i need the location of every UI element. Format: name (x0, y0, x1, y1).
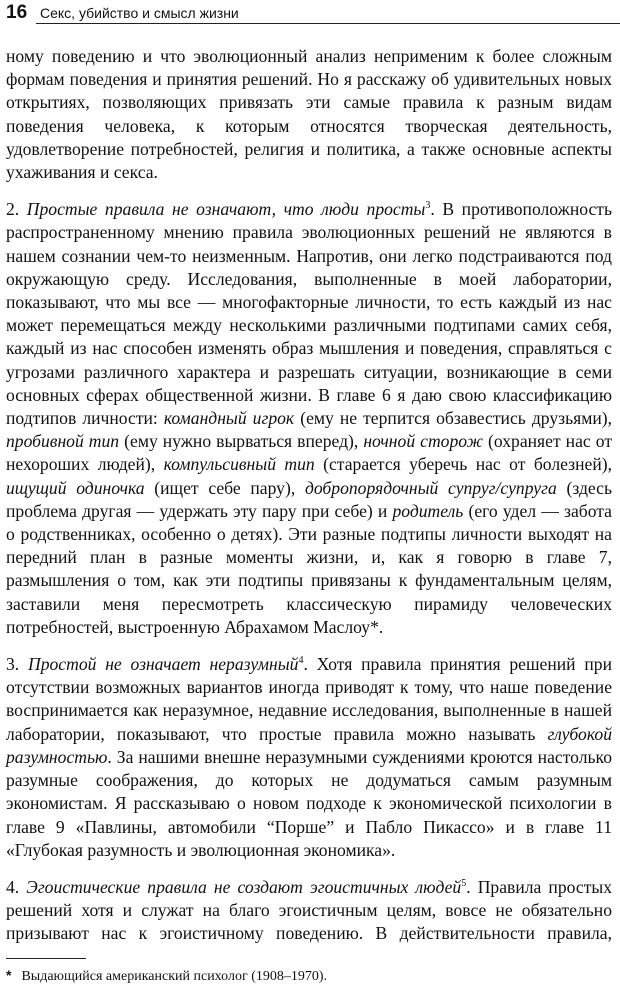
paragraph-3 (6, 653, 612, 862)
page-number: 16 (6, 2, 28, 23)
text-run: (его удел — забота о родственниках, особенно о детях). Эти разные подтипы личности выходят на передний план в разные моменты жизни, и, как я говорю в главе 7, размышления о том, как эти подтипы привязаны к фундаментальным целям, заставили меня пересмотреть классическую пирамиду человеческих потребностей, выстроенную Абрахамом Маслоу*. (6, 500, 612, 637)
subtype-term: командный игрок (163, 408, 295, 429)
body-text (6, 45, 612, 946)
footnote-marker: * (6, 967, 12, 983)
subtype-term: добропорядочный супруг/супруга (304, 477, 557, 498)
subtype-term: ночной сторож (363, 431, 483, 452)
item-heading: Простые правила не означают, что люди просты (26, 199, 426, 220)
text-run: . В противоположность распространенному мнению правила эволюционных решений не являются в нашем сознании чем-то неизменным. Напротив, они легко подстраиваются под окружающую среду. Исследования, выполненные в моей лаборатории, показывают, что мы все — многофакторные личности, то есть каждый из нас может перемещаться между несколькими различными подтипами самих себя, каждый из нас способен изменять образ мышления и поведения, справляться с угрозами различного характера и разрешать ситуации, возникающие в семи основных сферах общественной жизни. В главе 6 я даю свою классификацию подтипов личности: (6, 199, 612, 429)
header-rule (36, 23, 620, 24)
subtype-term: пробивной тип (6, 431, 120, 452)
paragraph-4 (6, 876, 612, 946)
text-run: (ищет себе пару), (144, 477, 305, 498)
item-number: 4. (6, 876, 27, 897)
footnote-ref: 4 (298, 655, 304, 667)
text-run: . Хотя правила принятия решений при отсутствии возможных вариантов иногда приводят к тому, что наше поведение воспринимается как неразумное, недавние исследования, выполненные в нашей лаборатории, показывают, что простые правила можно называть (6, 654, 613, 744)
paragraph-text: ному поведению и что эволюционный анализ неприменим к более сложным формам поведения и принятия решений. Но я расскажу об удивительных новых открытиях, позволяющих привязать эти самые правила к разным видам поведения человека, к которым относятся творческая деятельность, удовлетворение потребностей, религия и политика, а также основные аспекты ухаживания и секса. (6, 46, 612, 183)
text-run: . За нашими внешне неразумными суждениями кроются настолько разумные соображения, до которых не додуматься самым разумным экономистам. Я рассказываю о новом подходе к экономической психологии в главе 9 «Павлины, автомобили “Порше” и Пабло Пикассо» и в главе 11 «Глубокая разумность и эволюционная экономика». (6, 746, 612, 860)
item-number: 2. (6, 199, 27, 220)
text-run: (ему нужно вырваться вперед), (119, 431, 364, 452)
text-run: . Правила простых решений хотя и служат на благо эгоистичным целям, вовсе не обязательно призывают нас к эгоистичному поведению. В действительности правила, (6, 876, 612, 944)
item-heading: Эгоистические правила не создают эгоистичных людей (26, 876, 462, 897)
subtype-term: компульсивный тип (163, 454, 315, 475)
paragraph-1 (6, 45, 612, 184)
footnote-ref: 3 (425, 200, 431, 212)
footnote-text: Выдающийся американский психолог (1908–1970). (21, 969, 328, 984)
text-run: (охраняет нас от нехороших людей), (6, 431, 613, 475)
item-heading: Простой не означает неразумный (28, 654, 299, 675)
emphasis-term: глубокой разумностью (6, 723, 612, 767)
text-run: (старается уберечь нас от болезней), (314, 454, 613, 475)
text-run: (здесь проблема другая — удержать эту пару при себе) и (6, 477, 613, 521)
footnote-rule (6, 958, 86, 959)
item-number: 3. (6, 654, 28, 675)
page-header (6, 2, 612, 26)
footnote-ref: 5 (461, 878, 467, 890)
paragraph-2 (6, 198, 612, 639)
footnote (6, 966, 327, 986)
subtype-term: родитель (392, 500, 464, 521)
subtype-term: ищущий одиночка (6, 477, 145, 498)
running-title: Секс, убийство и смысл жизни (40, 5, 239, 21)
text-run: (ему не терпится обзавестись друзьями), (294, 408, 612, 429)
